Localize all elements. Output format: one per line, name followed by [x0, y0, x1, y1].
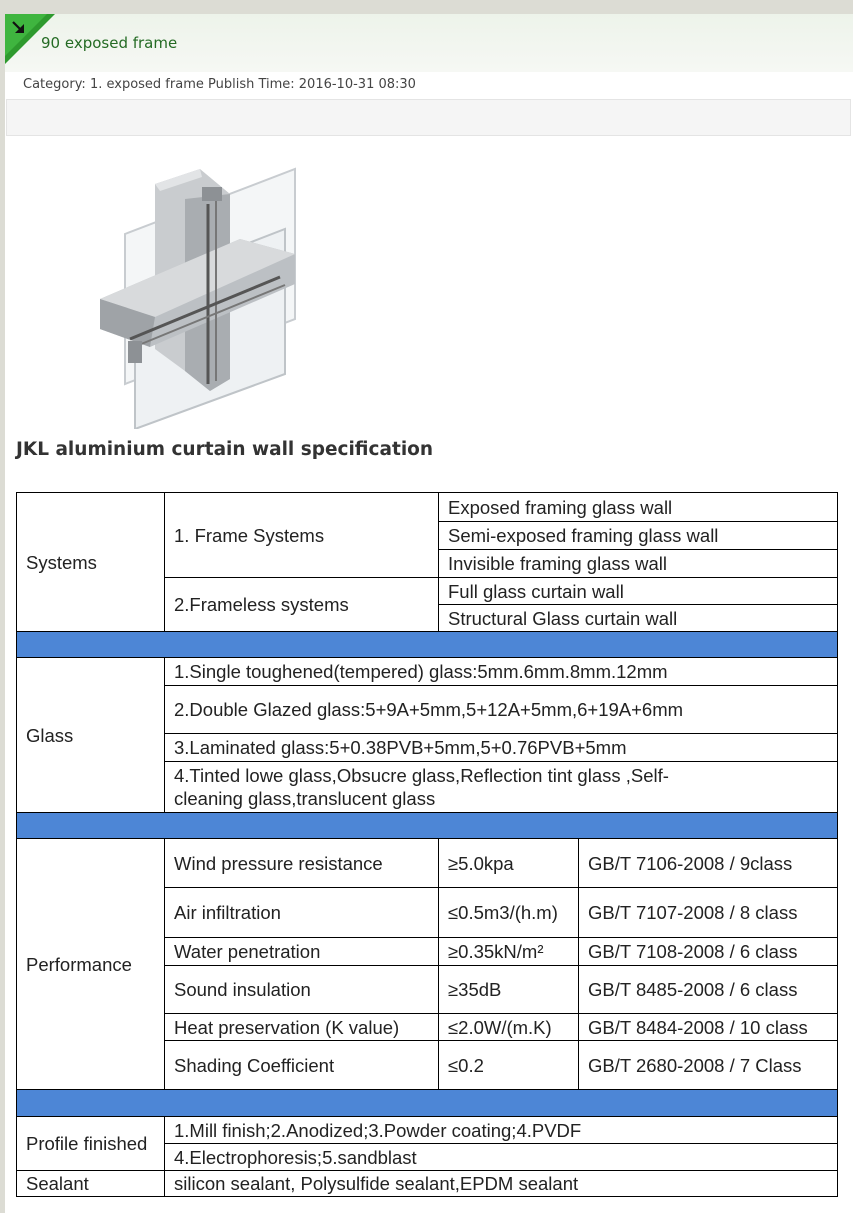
performance-value: ≥5.0kpa	[439, 839, 579, 888]
table-row	[17, 839, 838, 888]
separator-cell	[17, 632, 838, 658]
performance-name: Air infiltration	[165, 888, 439, 938]
separator-cell	[17, 813, 838, 839]
performance-value: ≥35dB	[439, 966, 579, 1014]
separator-row	[17, 1090, 838, 1117]
list-item: 3.Laminated glass:5+0.38PVB+5mm,5+0.76PVB+5mm	[165, 734, 838, 762]
info-bar	[6, 99, 851, 136]
list-item: 1.Single toughened(tempered) glass:5mm.6mm.8mm.12mm	[165, 658, 838, 686]
performance-value: ≤0.5m3/(h.m)	[439, 888, 579, 938]
table-row	[17, 1117, 838, 1144]
page	[5, 14, 853, 1213]
list-item: 1.Mill finish;2.Anodized;3.Powder coating;4.PVDF	[165, 1117, 838, 1144]
performance-name: Shading Coefficient	[165, 1041, 439, 1090]
profile-finished-label: Profile finished	[17, 1117, 165, 1171]
sealant-label: Sealant	[17, 1171, 165, 1197]
performance-name: Wind pressure resistance	[165, 839, 439, 888]
performance-label: Performance	[17, 839, 165, 1090]
list-item: Exposed framing glass wall	[439, 493, 838, 522]
performance-value: ≥0.35kN/m²	[439, 938, 579, 966]
performance-standard: GB/T 7107-2008 / 8 class	[579, 888, 838, 938]
performance-standard: GB/T 7106-2008 / 9class	[579, 839, 838, 888]
separator-row	[17, 632, 838, 658]
frame-systems-label: 1. Frame Systems	[165, 493, 439, 578]
separator-row	[17, 813, 838, 839]
curtain-wall-frame-image	[90, 159, 315, 429]
list-item: Structural Glass curtain wall	[439, 605, 838, 632]
sealant-value: silicon sealant, Polysulfide sealant,EPDM sealant	[165, 1171, 838, 1197]
table-row	[17, 1171, 838, 1197]
frameless-systems-label: 2.Frameless systems	[165, 578, 439, 632]
performance-standard: GB/T 7108-2008 / 6 class	[579, 938, 838, 966]
list-item: Invisible framing glass wall	[439, 550, 838, 578]
list-item: Full glass curtain wall	[439, 578, 838, 605]
performance-value: ≤2.0W/(m.K)	[439, 1014, 579, 1041]
list-item: 4.Electrophoresis;5.sandblast	[165, 1144, 838, 1171]
page-title: 90 exposed frame	[41, 34, 178, 52]
performance-value: ≤0.2	[439, 1041, 579, 1090]
performance-name: Heat preservation (K value)	[165, 1014, 439, 1041]
performance-standard: GB/T 8484-2008 / 10 class	[579, 1014, 838, 1041]
list-item: Semi-exposed framing glass wall	[439, 522, 838, 550]
category-publish-info: Category: 1. exposed frame Publish Time: 2016-10-31 08:30	[23, 77, 416, 92]
glass-label: Glass	[17, 658, 165, 813]
performance-name: Water penetration	[165, 938, 439, 966]
title-bar	[5, 14, 853, 72]
performance-name: Sound insulation	[165, 966, 439, 1014]
systems-label: Systems	[17, 493, 165, 632]
section-heading: JKL aluminium curtain wall specification	[16, 439, 434, 460]
table-row	[17, 658, 838, 686]
table-row	[17, 493, 838, 522]
specification-table	[16, 492, 838, 1197]
performance-standard: GB/T 8485-2008 / 6 class	[579, 966, 838, 1014]
performance-standard: GB/T 2680-2008 / 7 Class	[579, 1041, 838, 1090]
list-item: 4.Tinted lowe glass,Obsucre glass,Reflection tint glass ,Self-cleaning glass,translucent glass	[165, 762, 838, 813]
separator-cell	[17, 1090, 838, 1117]
list-item: 2.Double Glazed glass:5+9A+5mm,5+12A+5mm,6+19A+6mm	[165, 686, 838, 734]
